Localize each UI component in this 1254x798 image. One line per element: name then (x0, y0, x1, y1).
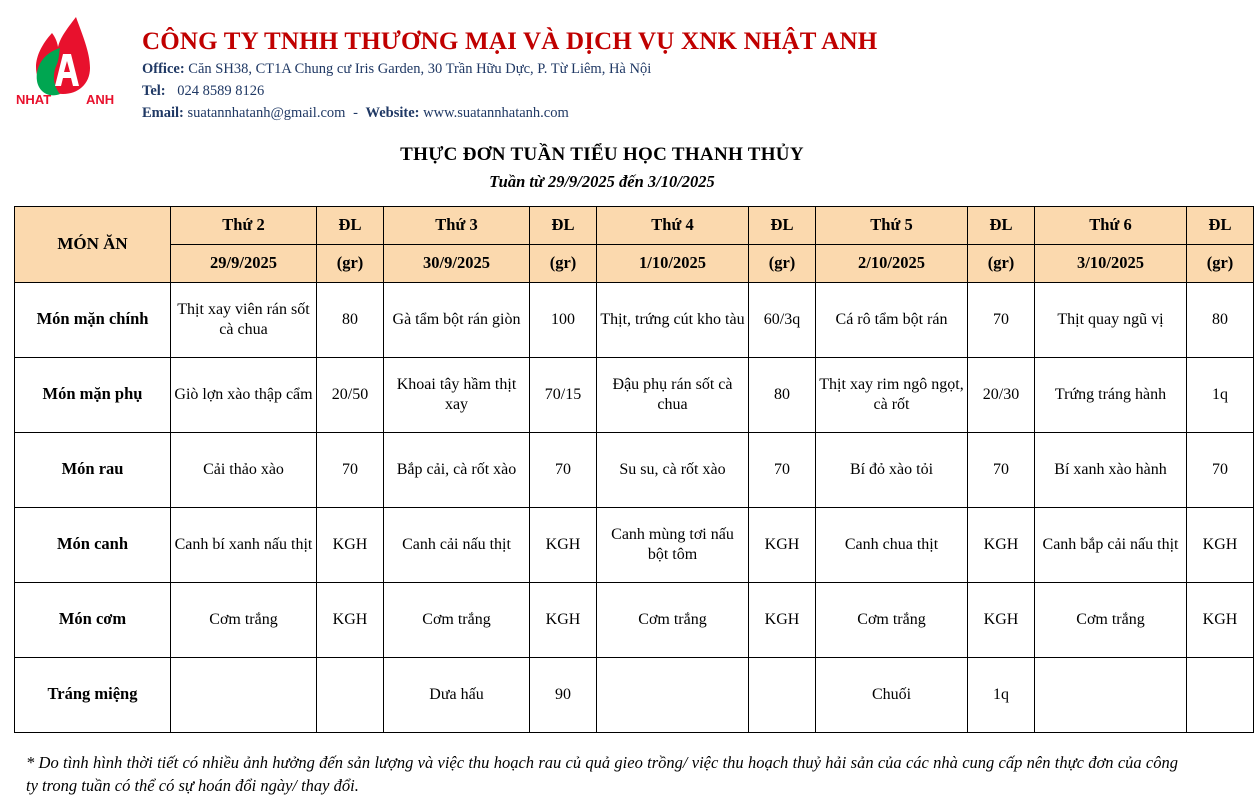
cell-qty: KGH (749, 507, 816, 582)
cell-qty: 1q (968, 657, 1035, 732)
row-label: Món rau (15, 432, 171, 507)
cell-qty: 90 (530, 657, 597, 732)
cell-qty: KGH (1187, 507, 1254, 582)
cell-dish: Thịt, trứng cút kho tàu (597, 282, 749, 357)
company-info (142, 14, 877, 122)
header-dl-1: ĐL (317, 206, 384, 244)
cell-qty: 70 (317, 432, 384, 507)
cell-qty: 1q (1187, 357, 1254, 432)
cell-qty: 70/15 (530, 357, 597, 432)
header-dl-unit-4: (gr) (968, 244, 1035, 282)
cell-dish: Cơm trắng (384, 582, 530, 657)
table-row (15, 432, 1254, 507)
header-dl-4: ĐL (968, 206, 1035, 244)
cell-dish: Đậu phụ rán sốt cà chua (597, 357, 749, 432)
cell-dish: Cải thảo xào (171, 432, 317, 507)
cell-qty: KGH (530, 582, 597, 657)
table-row (15, 357, 1254, 432)
cell-dish: Cơm trắng (816, 582, 968, 657)
cell-qty: 60/3q (749, 282, 816, 357)
table-row (15, 582, 1254, 657)
header-day-5-name: Thứ 6 (1035, 206, 1187, 244)
table-header-row-bottom (15, 244, 1254, 282)
cell-qty: KGH (749, 582, 816, 657)
cell-qty: KGH (317, 582, 384, 657)
page-title: THỰC ĐƠN TUẦN TIỂU HỌC THANH THỦY (0, 144, 1204, 166)
row-label: Món canh (15, 507, 171, 582)
header-mon-an: MÓN ĂN (15, 206, 171, 282)
cell-dish: Bí xanh xào hành (1035, 432, 1187, 507)
header-day-5-date: 3/10/2025 (1035, 244, 1187, 282)
table-header-row-top (15, 206, 1254, 244)
cell-dish: Gà tẩm bột rán giòn (384, 282, 530, 357)
cell-qty: 80 (749, 357, 816, 432)
tel-label: Tel: (142, 83, 166, 99)
footnote: * Do tình hình thời tiết có nhiều ảnh hưởng đến sản lượng và việc thu hoạch rau củ quả gieo trồng/ việc thu hoạch thuỷ hải sản của các nhà cung cấp nên thực đơn của công ty trong tuần có thể có sự hoán đổi ngày/ thay đổi. (0, 751, 1204, 798)
cell-qty (1187, 657, 1254, 732)
cell-dish: Cơm trắng (1035, 582, 1187, 657)
row-label: Món mặn phụ (15, 357, 171, 432)
menu-table-container (0, 206, 1204, 733)
cell-qty: 70 (530, 432, 597, 507)
svg-text:ANH: ANH (86, 92, 114, 107)
cell-qty (749, 657, 816, 732)
company-email-line (142, 105, 877, 122)
header-dl-3: ĐL (749, 206, 816, 244)
header-dl-2: ĐL (530, 206, 597, 244)
header-dl-unit-5: (gr) (1187, 244, 1254, 282)
header-dl-unit-2: (gr) (530, 244, 597, 282)
cell-dish: Chuối (816, 657, 968, 732)
cell-dish: Su su, cà rốt xào (597, 432, 749, 507)
weekly-menu-table (14, 206, 1254, 733)
cell-dish (1035, 657, 1187, 732)
office-label: Office: (142, 61, 185, 77)
cell-qty: 80 (1187, 282, 1254, 357)
website-label: Website: (366, 105, 420, 121)
header-dl-unit-1: (gr) (317, 244, 384, 282)
table-row (15, 657, 1254, 732)
cell-dish (171, 657, 317, 732)
cell-dish: Thịt quay ngũ vị (1035, 282, 1187, 357)
cell-dish: Dưa hấu (384, 657, 530, 732)
cell-dish: Thịt xay viên rán sốt cà chua (171, 282, 317, 357)
email-website-separator: - (349, 105, 362, 121)
office-value: Căn SH38, CT1A Chung cư Iris Garden, 30 Trần Hữu Dực, P. Từ Liêm, Hà Nội (188, 61, 651, 77)
website-value: www.suatannhatanh.com (423, 105, 569, 121)
header-day-2-date: 30/9/2025 (384, 244, 530, 282)
cell-dish: Khoai tây hầm thịt xay (384, 357, 530, 432)
cell-dish: Cơm trắng (597, 582, 749, 657)
header-dl-5: ĐL (1187, 206, 1254, 244)
cell-dish: Canh bắp cải nấu thịt (1035, 507, 1187, 582)
header-day-2-name: Thứ 3 (384, 206, 530, 244)
cell-qty: 70 (749, 432, 816, 507)
cell-dish: Cơm trắng (171, 582, 317, 657)
company-tel-line (142, 83, 877, 100)
cell-qty: 80 (317, 282, 384, 357)
cell-qty: 20/50 (317, 357, 384, 432)
cell-qty: 100 (530, 282, 597, 357)
cell-dish: Cá rô tẩm bột rán (816, 282, 968, 357)
letterhead (0, 0, 1204, 128)
cell-qty: KGH (530, 507, 597, 582)
cell-dish: Canh bí xanh nấu thịt (171, 507, 317, 582)
cell-dish: Canh chua thịt (816, 507, 968, 582)
cell-dish: Trứng tráng hành (1035, 357, 1187, 432)
company-logo (14, 14, 132, 106)
row-label: Món mặn chính (15, 282, 171, 357)
cell-dish: Canh mùng tơi nấu bột tôm (597, 507, 749, 582)
svg-text:NHAT: NHAT (16, 92, 51, 107)
header-day-3-name: Thứ 4 (597, 206, 749, 244)
email-value: suatannhatanh@gmail.com (188, 105, 346, 121)
flame-logo-icon (14, 14, 132, 106)
company-name: CÔNG TY TNHH THƯƠNG MẠI VÀ DỊCH VỤ XNK NHẬT ANH (142, 28, 877, 56)
cell-qty: 70 (968, 432, 1035, 507)
cell-dish: Thịt xay rim ngô ngọt, cà rốt (816, 357, 968, 432)
cell-qty: KGH (1187, 582, 1254, 657)
email-label: Email: (142, 105, 184, 121)
cell-qty: KGH (317, 507, 384, 582)
cell-dish: Bí đỏ xào tỏi (816, 432, 968, 507)
tel-value: 024 8589 8126 (177, 83, 264, 99)
company-office-line (142, 61, 877, 78)
header-dl-unit-3: (gr) (749, 244, 816, 282)
page-subtitle: Tuần từ 29/9/2025 đến 3/10/2025 (0, 172, 1204, 192)
cell-qty: KGH (968, 582, 1035, 657)
cell-qty: 70 (1187, 432, 1254, 507)
table-row (15, 507, 1254, 582)
cell-qty: KGH (968, 507, 1035, 582)
header-day-4-date: 2/10/2025 (816, 244, 968, 282)
cell-dish (597, 657, 749, 732)
row-label: Tráng miệng (15, 657, 171, 732)
cell-dish: Bắp cải, cà rốt xào (384, 432, 530, 507)
row-label: Món cơm (15, 582, 171, 657)
cell-qty: 70 (968, 282, 1035, 357)
header-day-3-date: 1/10/2025 (597, 244, 749, 282)
header-day-1-date: 29/9/2025 (171, 244, 317, 282)
header-day-4-name: Thứ 5 (816, 206, 968, 244)
table-row (15, 282, 1254, 357)
cell-dish: Giò lợn xào thập cẩm (171, 357, 317, 432)
header-day-1-name: Thứ 2 (171, 206, 317, 244)
cell-dish: Canh cải nấu thịt (384, 507, 530, 582)
cell-qty: 20/30 (968, 357, 1035, 432)
cell-qty (317, 657, 384, 732)
